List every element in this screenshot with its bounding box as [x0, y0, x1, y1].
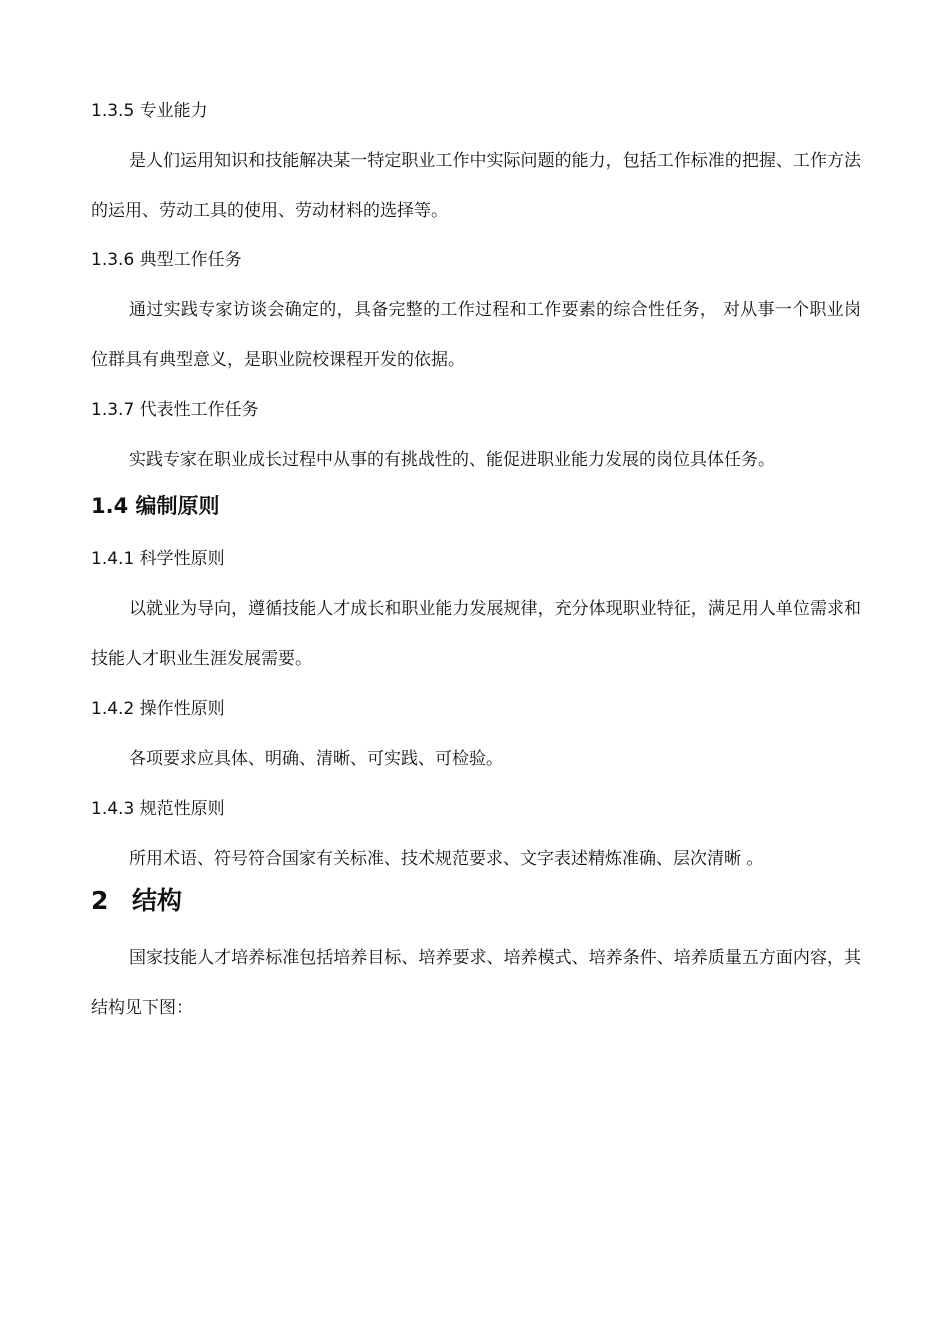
section-2-title: 结构 — [132, 886, 183, 915]
section-2-number: 2 — [91, 886, 109, 915]
section-1-3-7-title: 1.3.7 代表性工作任务 — [91, 400, 259, 420]
section-2-heading — [91, 884, 861, 918]
section-1-4-1-body: 以就业为导向，遵循技能人才成长和职业能力发展规律，充分体现职业特征，满足用人单位需求和技能人才职业生涯发展需要。 — [91, 599, 861, 669]
section-1-4-heading: 1.4 编制原则 — [91, 494, 220, 518]
section-2-body: 国家技能人才培养标准包括培养目标、培养要求、培养模式、培养条件、培养质量五方面内容，其结构见下图： — [91, 948, 861, 1018]
section-1-4-1-title: 1.4.1 科学性原则 — [91, 549, 225, 569]
section-1-4-2-body: 各项要求应具体、明确、清晰、可实践、可检验。 — [129, 749, 503, 769]
section-1-3-7-body: 实践专家在职业成长过程中从事的有挑战性的、能促进职业能力发展的岗位具体任务。 — [129, 450, 775, 470]
section-1-3-5-body: 是人们运用知识和技能解决某一特定职业工作中实际问题的能力，包括工作标准的把握、工作方法的运用、劳动工具的使用、劳动材料的选择等。 — [91, 151, 861, 221]
section-1-4-3-body: 所用术语、符号符合国家有关标准、技术规范要求、文字表述精炼准确、层次清晰 。 — [129, 849, 764, 869]
section-1-3-5-title: 1.3.5 专业能力 — [91, 101, 208, 121]
section-1-4-2-title: 1.4.2 操作性原则 — [91, 699, 225, 719]
section-1-3-6-title: 1.3.6 典型工作任务 — [91, 250, 242, 270]
section-1-4-3-title: 1.4.3 规范性原则 — [91, 799, 225, 819]
section-1-3-6-body: 通过实践专家访谈会确定的，具备完整的工作过程和工作要素的综合性任务， 对从事一个职业岗位群具有典型意义，是职业院校课程开发的依据。 — [91, 300, 861, 370]
